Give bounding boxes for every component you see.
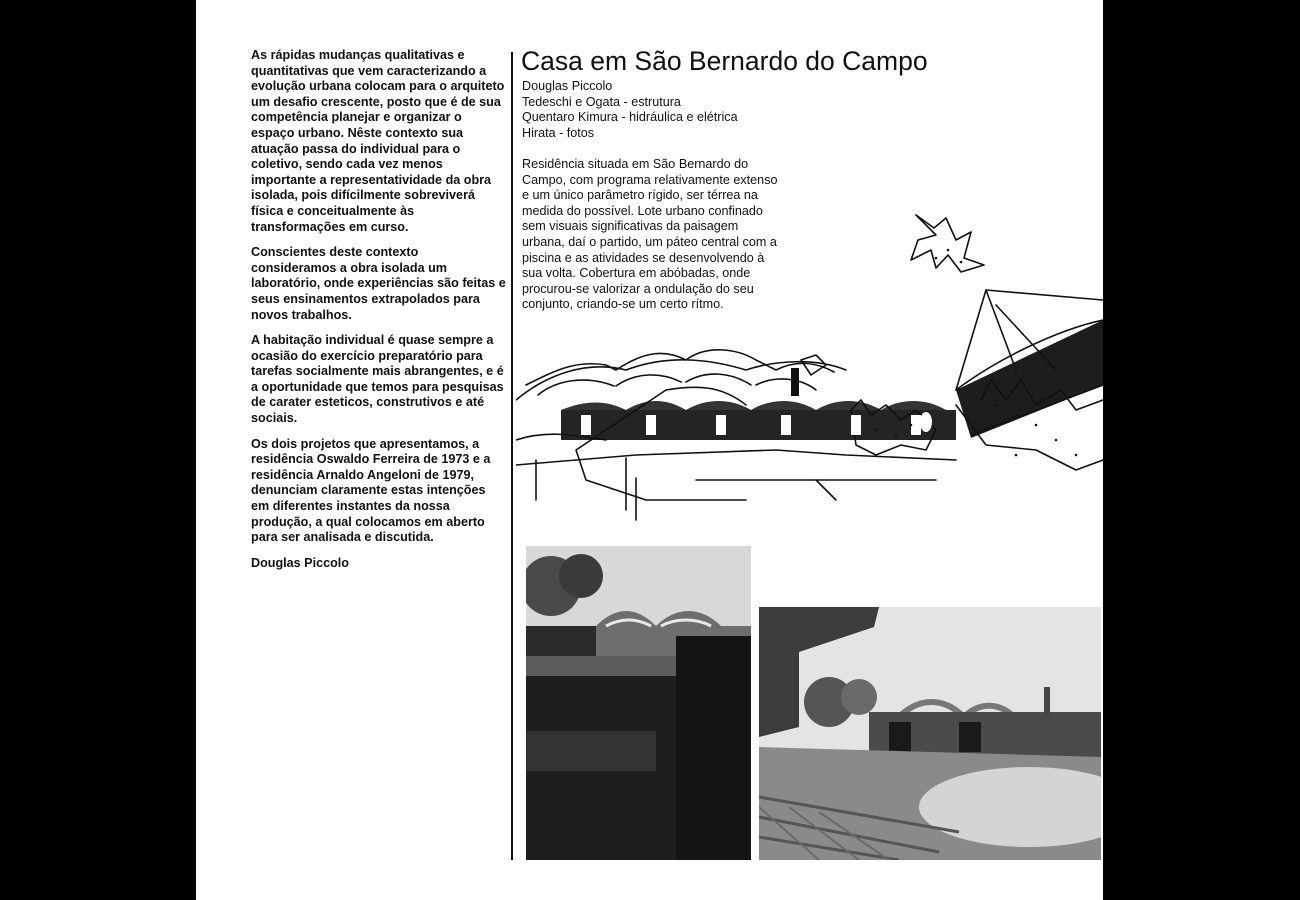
intro-paragraph: A habitação individual é quase sempre a ocasião do exercício preparatório para tarefas socialmente mais abrangentes, e é a oportunidade que temos para pesquisas de carater esteticos, construtivos e até sociais. <box>251 333 504 426</box>
credit-line: Hirata - fotos <box>522 125 595 140</box>
house-photo-exterior <box>526 546 751 860</box>
article-credits <box>522 79 738 141</box>
article-description: Residência situada em São Bernardo do Campo, com programa relativamente extenso e um único parâmetro rígido, ser térrea na medida do possível. Lote urbano confinado sem visuais significativas da paisagem urbana, daí o partido, um páteo central com a piscina e as atividades se desenvolvendo à sua volta. Cobertura em abóbadas, onde procurou-se valorizar a ondulação do seu conjunto, criando-se um certo rítmo. <box>522 157 778 312</box>
intro-signature: Douglas Piccolo <box>251 555 349 570</box>
credit-line: Tedeschi e Ogata - estrutura <box>522 94 681 109</box>
house-photo-pool-courtyard <box>759 607 1101 860</box>
article-title: Casa em São Bernardo do Campo <box>521 46 928 76</box>
column-divider <box>511 52 513 860</box>
credit-line: Quentaro Kimura - hidráulica e elétrica <box>522 110 738 125</box>
intro-paragraph: As rápidas mudanças qualitativas e quantitativas que vem caracterizando a evolução urbana colocam para o arquiteto um desafio crescente, posto que é de sua competência planejar e organizar o espaço urbano. Nêste contexto sua atuação passa do individual para o coletivo, sendo cada vez menos importante a representatividade da obra isolada, pois difícilmente sobreviverá física e conceitualmente às transformações em curso. <box>251 48 505 234</box>
intro-column <box>251 48 506 570</box>
house-perspective-sketch <box>516 210 1103 530</box>
document-page <box>196 0 1103 900</box>
credit-line: Douglas Piccolo <box>522 79 613 93</box>
intro-paragraph: Os dois projetos que apresentamos, a residência Oswaldo Ferreira de 1973 e a residência Arnaldo Angeloni de 1979, denunciam claramente estas intenções em diferentes instantes da nossa produção, a qual colocamos em aberto para ser analisada e discutida. <box>251 436 491 545</box>
intro-paragraph: Conscientes deste contexto consideramos a obra isolada um laboratório, onde experiências são feitas e seus ensinamentos extrapolados para novos trabalhos. <box>251 245 506 322</box>
